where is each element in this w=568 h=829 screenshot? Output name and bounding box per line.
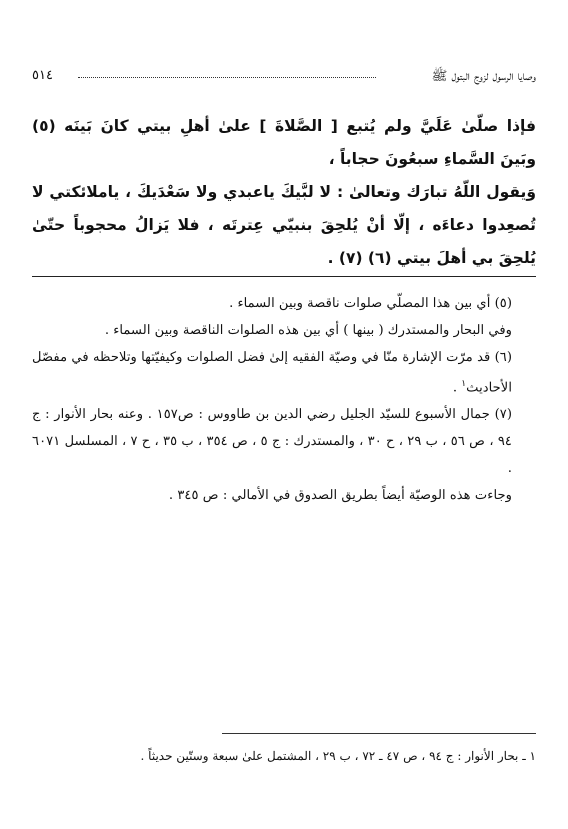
- note-7: (٧) جمال الأسبوع للسيّد الجليل رضي الدين بن طاووس : ص١٥٧ . وعنه بحار الأنوار : ج ٩٤ ، ص ٥٦ ، ب ٢٩ ، ح ٣٠ ، والمستدرك : ج ٥ ، ص ٣٥٤ ، ب ٣٥ ، ح ٧ ، المسلسل ٦٠٧١ .: [32, 407, 512, 477]
- main-paragraph-2: وَيقول اللّهُ تبارَك وتعالىٰ : لا لبَّيكَ ياعبدي ولا سَعْدَيكَ ، ياملائكتي لا تُصعِدوا دعاءَه ، إلّا أنْ يُلحِقَ بنبيّي عِترتَه ، فلا يَزالُ محجوباً حتّىٰ يُلحِقَ بي أهلَ بيتي (٦) (٧) .: [32, 183, 536, 267]
- note-6: [32, 344, 534, 401]
- note-5-variant: وفي البحار والمستدرك ( بينها ) أي بين هذه الصلوات الناقصة وبين السماء .: [104, 323, 512, 338]
- note-5: (٥) أي بين هذا المصلّي صلوات ناقصة وبين السماء .: [229, 296, 512, 311]
- note-6-text: (٦) قد مرّت الإشارة منّا في وصيّة الفقيه إلىٰ فضل الصلوات وكيفيّتها وتلاحظه في مفصّل الأحاديث: [32, 350, 512, 396]
- header-dot-leader: [78, 77, 376, 78]
- note-6-end: .: [452, 380, 458, 396]
- separator-rule: [32, 276, 536, 277]
- footnote-rule: [222, 733, 536, 734]
- main-paragraph-1: فإذا صلّىٰ عَلَيَّ ولم يُتبع [ الصَّلاةَ ] علىٰ أهلِ بيتي كانَ بَينَه (٥) وبَينَ السَّماءِ سبعُونَ حجاباً ،: [32, 117, 536, 168]
- note-7-continued: وجاءت هذه الوصيّة أيضاً بطريق الصدوق في الأمالي : ص ٣٤٥ .: [168, 488, 512, 504]
- page-number: ٥١٤: [32, 68, 53, 83]
- main-text: [32, 110, 536, 275]
- footnote-ref: ١: [461, 379, 467, 389]
- page-footnote: ١ ـ بحار الأنوار : ج ٩٤ ، ص ٤٧ ـ ٧٢ ، ب ٢٩ ، المشتمل علىٰ سبعة وستّين حديثاً .: [140, 749, 536, 763]
- endnotes: [32, 290, 534, 509]
- running-header: [32, 68, 536, 88]
- header-title: وصايا الرسول لزوج البتول ﷺ: [431, 69, 536, 84]
